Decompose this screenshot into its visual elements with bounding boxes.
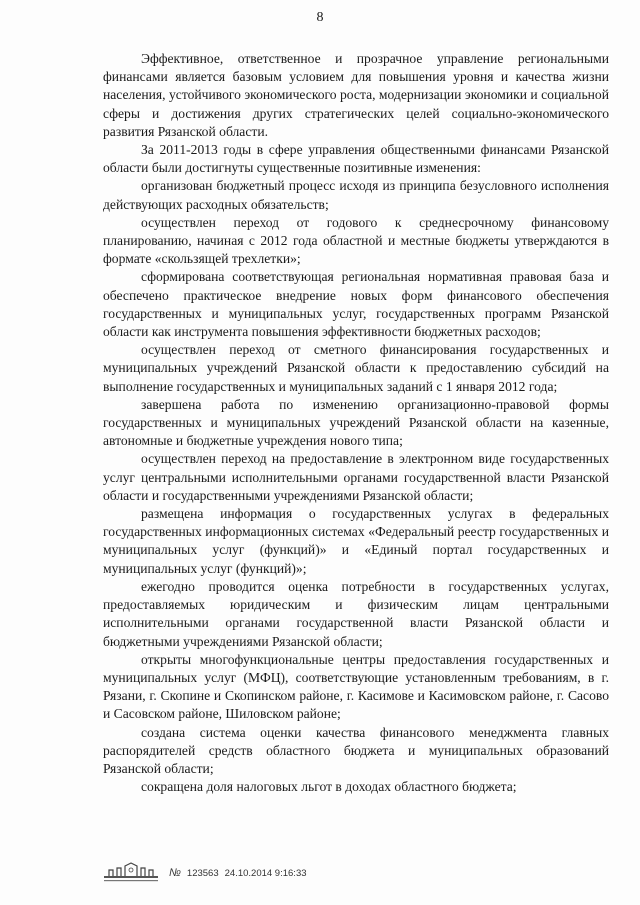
list-item: сформирована соответствующая региональная нормативная правовая база и обеспечено практическое внедрение новых форм финансового обеспечения государственных и муниципальных услуг, государственных программ Рязанской области как инструмента повышения эффективности бюджетных расходов;: [103, 269, 609, 340]
document-timestamp: 24.10.2014 9:16:33: [224, 867, 307, 879]
document-id: 123563: [186, 867, 219, 879]
page-number: 8: [316, 10, 324, 25]
list-item: завершена работа по изменению организационно-правовой формы государственных и муниципальных учреждений Рязанской области на казенные, автономные и бюджетные учреждения нового типа;: [103, 396, 609, 449]
list-item: сокращена доля налоговых льгот в доходах областного бюджета;: [141, 779, 517, 795]
paragraph: За 2011-2013 годы в сфере управления общественными финансами Рязанской области были достигнуты существенные позитивные изменения:: [103, 142, 609, 176]
list-item: создана система оценки качества финансового менеджмента главных распорядителей средств областного бюджета и муниципальных образований Рязанской области;: [103, 724, 609, 776]
document-number-symbol: №: [169, 867, 181, 879]
document-footer: [103, 862, 307, 884]
list-item: размещена информация о государственных услугах в федеральных государственных информационных системах «Федеральный реестр государственных и муниципальных услуг (функций)» и «Единый портал государственных и муниципальных услуг (функций)»;: [103, 506, 609, 576]
list-item: осуществлен переход от годового к среднесрочному финансовому планированию, начиная с 2012 года областной и местные бюджеты утверждаются в формате «скользящей трехлетки»;: [103, 214, 609, 267]
emblem-stamp-icon: [103, 862, 159, 884]
list-item: ежегодно проводится оценка потребности в государственных услугах, предоставляемых юридическим и физическим лицам центральными исполнительными органами государственной власти Рязанской области и бюджетными учреждениями Рязанской области;: [103, 578, 609, 649]
list-item: осуществлен переход от сметного финансирования государственных и муниципальных учреждений Рязанской области к предоставлению субсидий на выполнение государственных и муниципальных заданий с 1 января 2012 года;: [103, 342, 609, 394]
body-text: [103, 50, 609, 796]
list-item: открыты многофункциональные центры предоставления государственных и муниципальных услуг (МФЦ), соответствующие установленным требованиям, в г. Рязани, г. Скопине и Скопинском районе, г. Касимове и Касимовском районе, г. Сасово и Сасовском районе, Шиловском районе;: [103, 651, 609, 722]
paragraph: Эффективное, ответственное и прозрачное управление региональными финансами является базовым условием для повышения уровня и качества жизни населения, устойчивого экономического роста, модернизации экономики и социальной сферы и достижения других стратегических целей социально-экономического развития Рязанской области.: [103, 51, 609, 139]
list-item: осуществлен переход на предоставление в электронном виде государственных услуг центральными исполнительными органами государственной власти Рязанской области и государственными учреждениями Рязанской области;: [103, 451, 609, 503]
list-item: организован бюджетный процесс исходя из принципа безусловного исполнения действующих расходных обязательств;: [103, 178, 609, 212]
